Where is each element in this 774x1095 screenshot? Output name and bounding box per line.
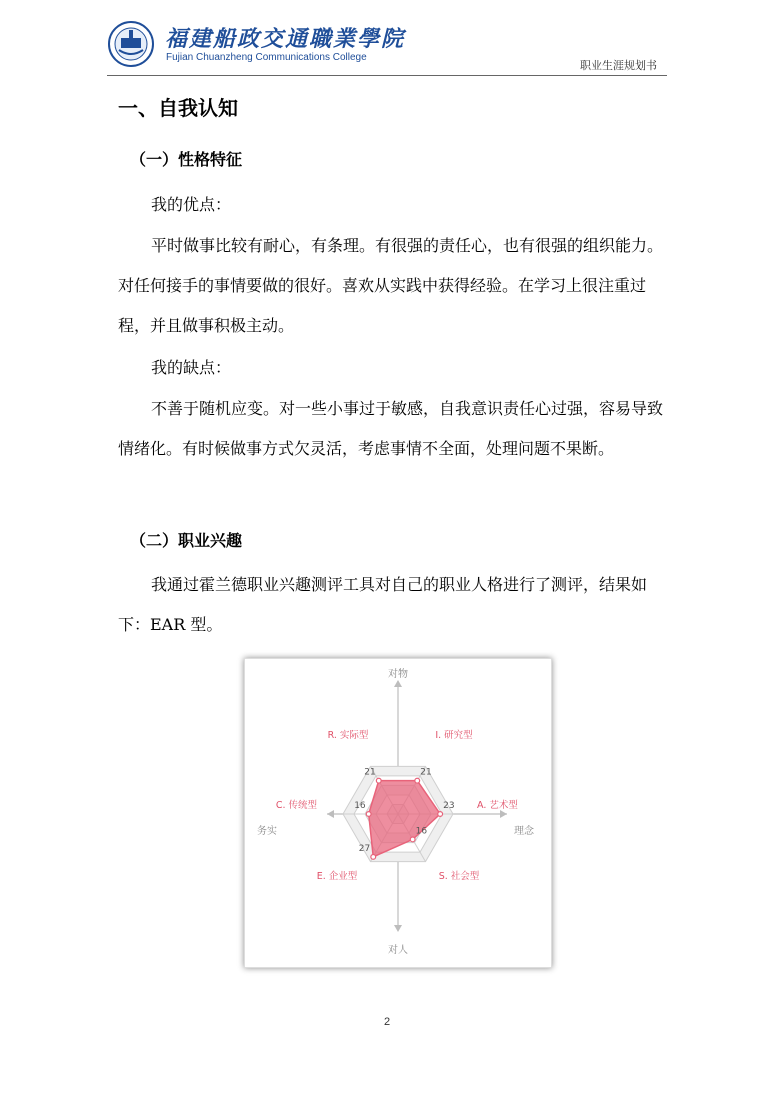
page-number: 2	[383, 1016, 391, 1028]
strengths-text: 平时做事比较有耐心，有条理。有很强的责任心，也有很强的组织能力。对任何接手的事情要做的很好。喜欢从实践中获得经验。在学习上很注重过程，并且做事积极主动。	[118, 236, 664, 335]
axis-label-top: 对物	[388, 669, 408, 680]
data-label: 16	[415, 826, 428, 837]
subheading-career-interest: （二）职业兴趣	[130, 531, 243, 550]
data-label: 23	[443, 801, 455, 811]
category-label: S. 社会型	[438, 871, 480, 882]
strengths-label: 我的优点：	[151, 195, 232, 214]
data-label: 21	[420, 767, 432, 778]
data-label: 27	[358, 843, 371, 854]
data-point	[371, 854, 376, 859]
page-header	[0, 0, 774, 80]
category-label: I. 研究型	[435, 730, 473, 741]
axis-label-left: 务实	[257, 826, 277, 837]
category-label: A. 艺术型	[477, 800, 518, 811]
data-point	[366, 812, 371, 817]
radar-svg	[245, 659, 551, 967]
subheading-personality: （一）性格特征	[130, 150, 243, 169]
career-interest-text: 我通过霍兰德职业兴趣测评工具对自己的职业人格进行了测评，结果如下：EAR 型。	[118, 575, 648, 634]
section-heading-self-awareness: 一、自我认知	[118, 96, 238, 120]
axis-label-bottom: 对人	[388, 945, 408, 956]
data-point	[438, 812, 443, 817]
axis-label-right: 理念	[514, 826, 534, 837]
category-label: R. 实际型	[327, 730, 369, 741]
college-name-en: Fujian Chuanzheng Communications College	[166, 52, 367, 63]
axis-arrow-left-icon	[327, 810, 334, 818]
data-label: 16	[354, 801, 366, 811]
header-rule	[107, 75, 667, 76]
weaknesses-text: 不善于随机应变。对一些小事过于敏感，自我意识责任心过强，容易导致情绪化。有时候做事方式欠灵活，考虑事情不全面，处理问题不果断。	[118, 399, 664, 458]
college-logo-icon	[107, 20, 159, 68]
data-point	[376, 778, 381, 783]
weaknesses-label: 我的缺点：	[151, 358, 232, 377]
college-name-cn: 福建船政交通職業學院	[165, 26, 406, 52]
data-label: 21	[364, 767, 376, 778]
document-title: 职业生涯规划书	[580, 59, 657, 72]
category-label: E. 企业型	[316, 871, 358, 882]
data-point	[410, 837, 415, 842]
axis-arrow-bottom-icon	[394, 925, 402, 932]
axis-arrow-top-icon	[394, 680, 402, 687]
axis-arrow-right-icon	[500, 810, 507, 818]
holland-radar-chart	[244, 658, 552, 968]
data-point	[415, 778, 420, 783]
category-label: C. 传统型	[275, 800, 317, 811]
